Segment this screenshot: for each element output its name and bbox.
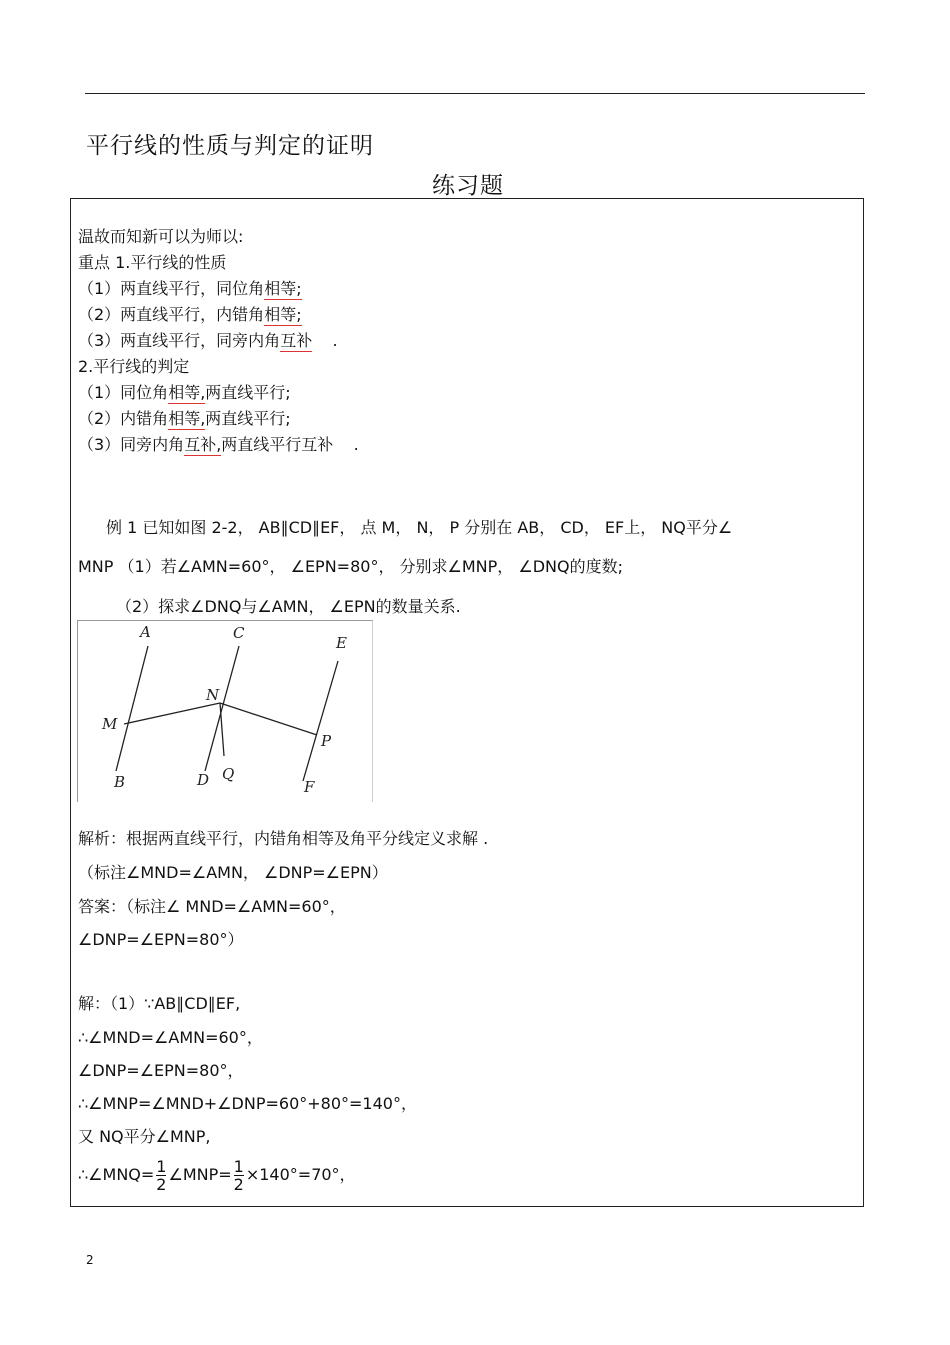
page-number: 2 xyxy=(86,1253,94,1267)
section-heading-properties: 重点 1.平行线的性质 xyxy=(78,253,227,272)
document-subtitle: 练习题 xyxy=(432,173,504,199)
solution-line-5: 又 NQ平分∠MNP, xyxy=(78,1127,211,1146)
label-m: M xyxy=(102,715,118,733)
judgement-3 xyxy=(78,435,359,455)
label-a: A xyxy=(140,623,151,641)
judgement-1 xyxy=(78,383,291,403)
property-2-text: （2）两直线平行，内错角 xyxy=(78,305,265,324)
figure-svg xyxy=(78,621,374,803)
label-c: C xyxy=(233,624,245,642)
property-2-answer: 相等; xyxy=(264,305,302,324)
header-rule xyxy=(85,93,865,94)
judgement-2-answer: 相等, xyxy=(168,409,206,428)
document-title: 平行线的性质与判定的证明 xyxy=(86,133,374,159)
property-2 xyxy=(78,305,302,325)
example-line-1: 例 1 已知如图 2-2， AB∥CD∥EF， 点 M， N， P 分别在 AB， CD， EF上， NQ平分∠ xyxy=(106,518,733,537)
analysis-line-1: 解析：根据两直线平行，内错角相等及角平分线定义求解 . xyxy=(78,829,489,848)
judgement-1-end: 两直线平行; xyxy=(205,383,291,402)
judgement-2-end: 两直线平行; xyxy=(205,409,291,428)
line-ab xyxy=(116,646,148,771)
label-b: B xyxy=(114,773,126,791)
line-ef xyxy=(303,661,338,781)
judgement-2 xyxy=(78,409,291,429)
judgement-3-end: 两直线平行互补 . xyxy=(221,435,359,454)
answer-line-2: ∠DNP=∠EPN=80°） xyxy=(78,930,244,949)
solution-6-part-c: ×140°=70°， xyxy=(245,1165,356,1184)
judgement-3-answer: 互补, xyxy=(184,435,222,454)
property-1-text: （1）两直线平行，同位角 xyxy=(78,279,265,298)
geometry-figure xyxy=(77,620,373,802)
judgement-2-text: （2）内错角 xyxy=(78,409,169,428)
solution-line-6 xyxy=(78,1158,356,1193)
label-e: E xyxy=(336,634,347,652)
example-line-2: MNP （1）若∠AMN=60°， ∠EPN=80°， 分别求∠MNP， ∠DNQ的度数; xyxy=(78,557,623,576)
segment-np xyxy=(220,703,317,735)
section-heading-judgement: 2.平行线的判定 xyxy=(78,357,190,376)
solution-line-1: 解：（1）∵AB∥CD∥EF, xyxy=(78,994,241,1013)
line-cd xyxy=(205,646,239,771)
label-n: N xyxy=(206,686,220,704)
fraction-2-numerator: 1 xyxy=(233,1157,244,1176)
label-f: F xyxy=(304,778,315,796)
solution-line-2: ∴∠MND=∠AMN=60°， xyxy=(78,1028,263,1047)
property-3-answer: 互补 xyxy=(280,331,313,350)
label-p: P xyxy=(321,732,332,750)
label-q: Q xyxy=(222,765,235,783)
segment-mn xyxy=(124,703,220,724)
fraction-half-2 xyxy=(234,1158,244,1193)
property-1 xyxy=(78,279,302,299)
example-line-3: （2）探求∠DNQ与∠AMN， ∠EPN的数量关系. xyxy=(116,597,461,616)
review-intro: 温故而知新可以为师以: xyxy=(78,227,244,246)
judgement-1-answer: 相等, xyxy=(168,383,206,402)
solution-6-part-a: ∴∠MNQ= xyxy=(78,1165,155,1184)
solution-line-3: ∠DNP=∠EPN=80°， xyxy=(78,1061,244,1080)
fraction-half-1 xyxy=(156,1158,166,1193)
fraction-1-denominator: 2 xyxy=(156,1175,167,1194)
property-1-answer: 相等; xyxy=(264,279,302,298)
answer-line-1: 答案：（标注∠ MND=∠AMN=60°， xyxy=(78,897,346,916)
property-3-end: . xyxy=(312,331,338,350)
property-3-text: （3）两直线平行，同旁内角 xyxy=(78,331,281,350)
judgement-3-text: （3）同旁内角 xyxy=(78,435,185,454)
judgement-1-text: （1）同位角 xyxy=(78,383,169,402)
property-3 xyxy=(78,331,338,351)
solution-line-4: ∴∠MNP=∠MND+∠DNP=60°+80°=140°， xyxy=(78,1094,417,1113)
fraction-1-numerator: 1 xyxy=(156,1157,167,1176)
fraction-2-denominator: 2 xyxy=(233,1175,244,1194)
solution-6-part-b: ∠MNP= xyxy=(168,1165,232,1184)
analysis-line-2: （标注∠MND=∠AMN， ∠DNP=∠EPN） xyxy=(78,863,388,882)
label-d: D xyxy=(197,771,210,789)
